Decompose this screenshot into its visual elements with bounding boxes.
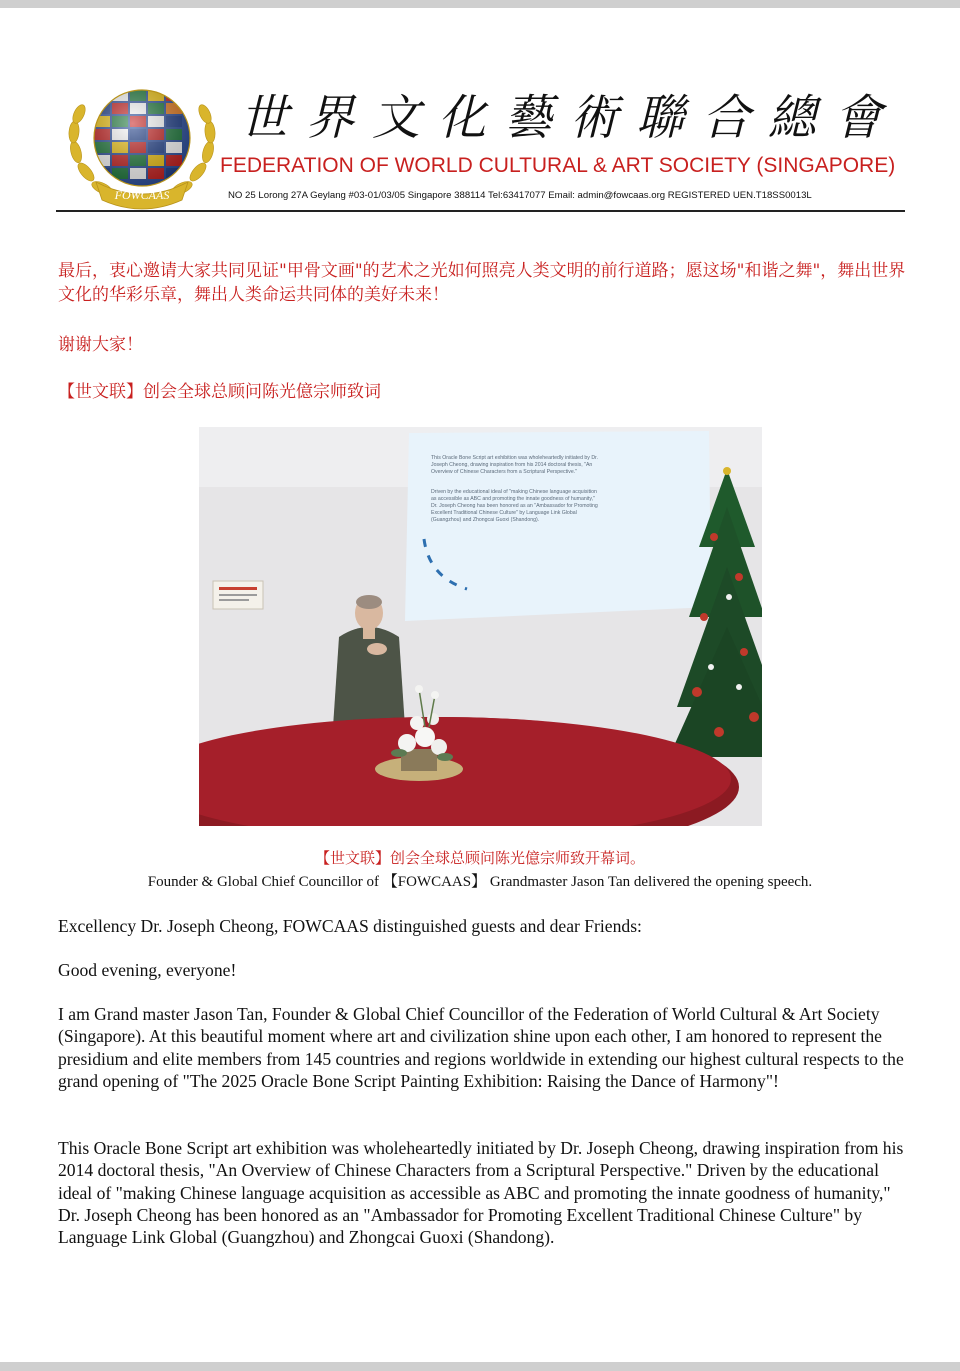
svg-text:(Guangzhou) and Zhongcai Guoxi: (Guangzhou) and Zhongcai Guoxi (Shandong). — [431, 517, 540, 523]
chinese-speech-heading: 【世文联】创会全球总顾问陈光億宗师致词 — [58, 382, 381, 402]
greeting: Good evening, everyone! — [58, 960, 237, 980]
salutation: Excellency Dr. Joseph Cheong, FOWCAAS distinguished guests and dear Friends: — [58, 916, 642, 936]
chinese-thanks: 谢谢大家！ — [58, 335, 143, 355]
svg-text:Excellent Traditional Chinese: Excellent Traditional Chinese Culture" by Language Link Global — [431, 510, 577, 516]
slide-text — [431, 455, 598, 523]
svg-text:Overview of Chinese Characters: Overview of Chinese Characters from a Scriptural Perspective." — [431, 469, 577, 475]
letterhead-address: NO 25 Lorong 27A Geylang #03-01/03/05 Singapore 388114 Tel:63417077 Email: admin@fowcaas.org REGISTERED UEN.T18SS0013L — [228, 190, 812, 201]
svg-text:as accessible as ABC and promo: as accessible as ABC and promoting the innate goodness of humanity," — [431, 496, 595, 502]
body-paragraph-2: This Oracle Bone Script art exhibition was wholeheartedly initiated by Dr. Joseph Cheong, drawing inspiration from his 2014 doctoral thesis, "An Overview of Chinese Characters from a Scriptural Perspective." Driven by the educational ideal of "making Chinese language acquisition as accessible as ABC and promoting the innate goodness of humanity," Dr. Joseph Cheong has been honored as an "Ambassador for Promoting Excellent Traditional Chinese Culture" by Language Link Global (Guangzhou) and Zhongcai Guoxi (Shandong). — [58, 1138, 904, 1248]
letterhead-divider — [56, 210, 905, 212]
photo-caption-chinese: 【世文联】创会全球总顾问陈光億宗师致开幕词。 — [314, 849, 645, 867]
event-photo-illustration — [199, 427, 762, 826]
svg-text:Joseph Cheong, drawing inspira: Joseph Cheong, drawing inspiration from his 2014 doctoral thesis, "An — [431, 462, 593, 468]
logo-text: FOWCAAS — [114, 188, 170, 202]
photo-caption-english: Founder & Global Chief Councillor of 【FOWCAAS】 Grandmaster Jason Tan delivered the opening speech. — [147, 874, 813, 890]
svg-text:This Oracle Bone Script art ex: This Oracle Bone Script art exhibition was wholeheartedly initiated by Dr. — [431, 455, 598, 461]
page-top-edge — [0, 0, 960, 8]
body-paragraph-1: I am Grand master Jason Tan, Founder & Global Chief Councillor of the Federation of World Cultural & Art Society (Singapore). At this beautiful moment where art and civilization shine upon each other, I am honored to represent the presidium and elite members from 145 countries and regions worldwide in extending our highest cultural respects to the grand opening of "The 2025 Oracle Bone Script Painting Exhibition: Raising the Dance of Harmony"! — [58, 1004, 904, 1091]
page-bottom-edge — [0, 1362, 960, 1371]
letterhead-chinese-title: 世界文化藝術聯合總會 — [240, 90, 901, 146]
letterhead-english-title: FEDERATION OF WORLD CULTURAL & ART SOCIETY (SINGAPORE) — [220, 154, 896, 177]
chinese-closing-paragraph: 最后，衷心邀请大家共同见证"甲骨文画"的艺术之光如何照亮人类文明的前行道路；愿这场"和谐之舞"，舞出世界文化的华彩乐章，舞出人类命运共同体的美好未来！ — [58, 261, 906, 305]
event-photo — [199, 427, 762, 826]
svg-text:Driven by the educational idea: Driven by the educational ideal of "making Chinese language acquisition — [431, 489, 597, 495]
svg-text:Dr. Joseph Cheong has been hon: Dr. Joseph Cheong has been honored as an "Ambassador for Promoting — [431, 503, 598, 509]
fowcaas-logo — [62, 74, 218, 214]
